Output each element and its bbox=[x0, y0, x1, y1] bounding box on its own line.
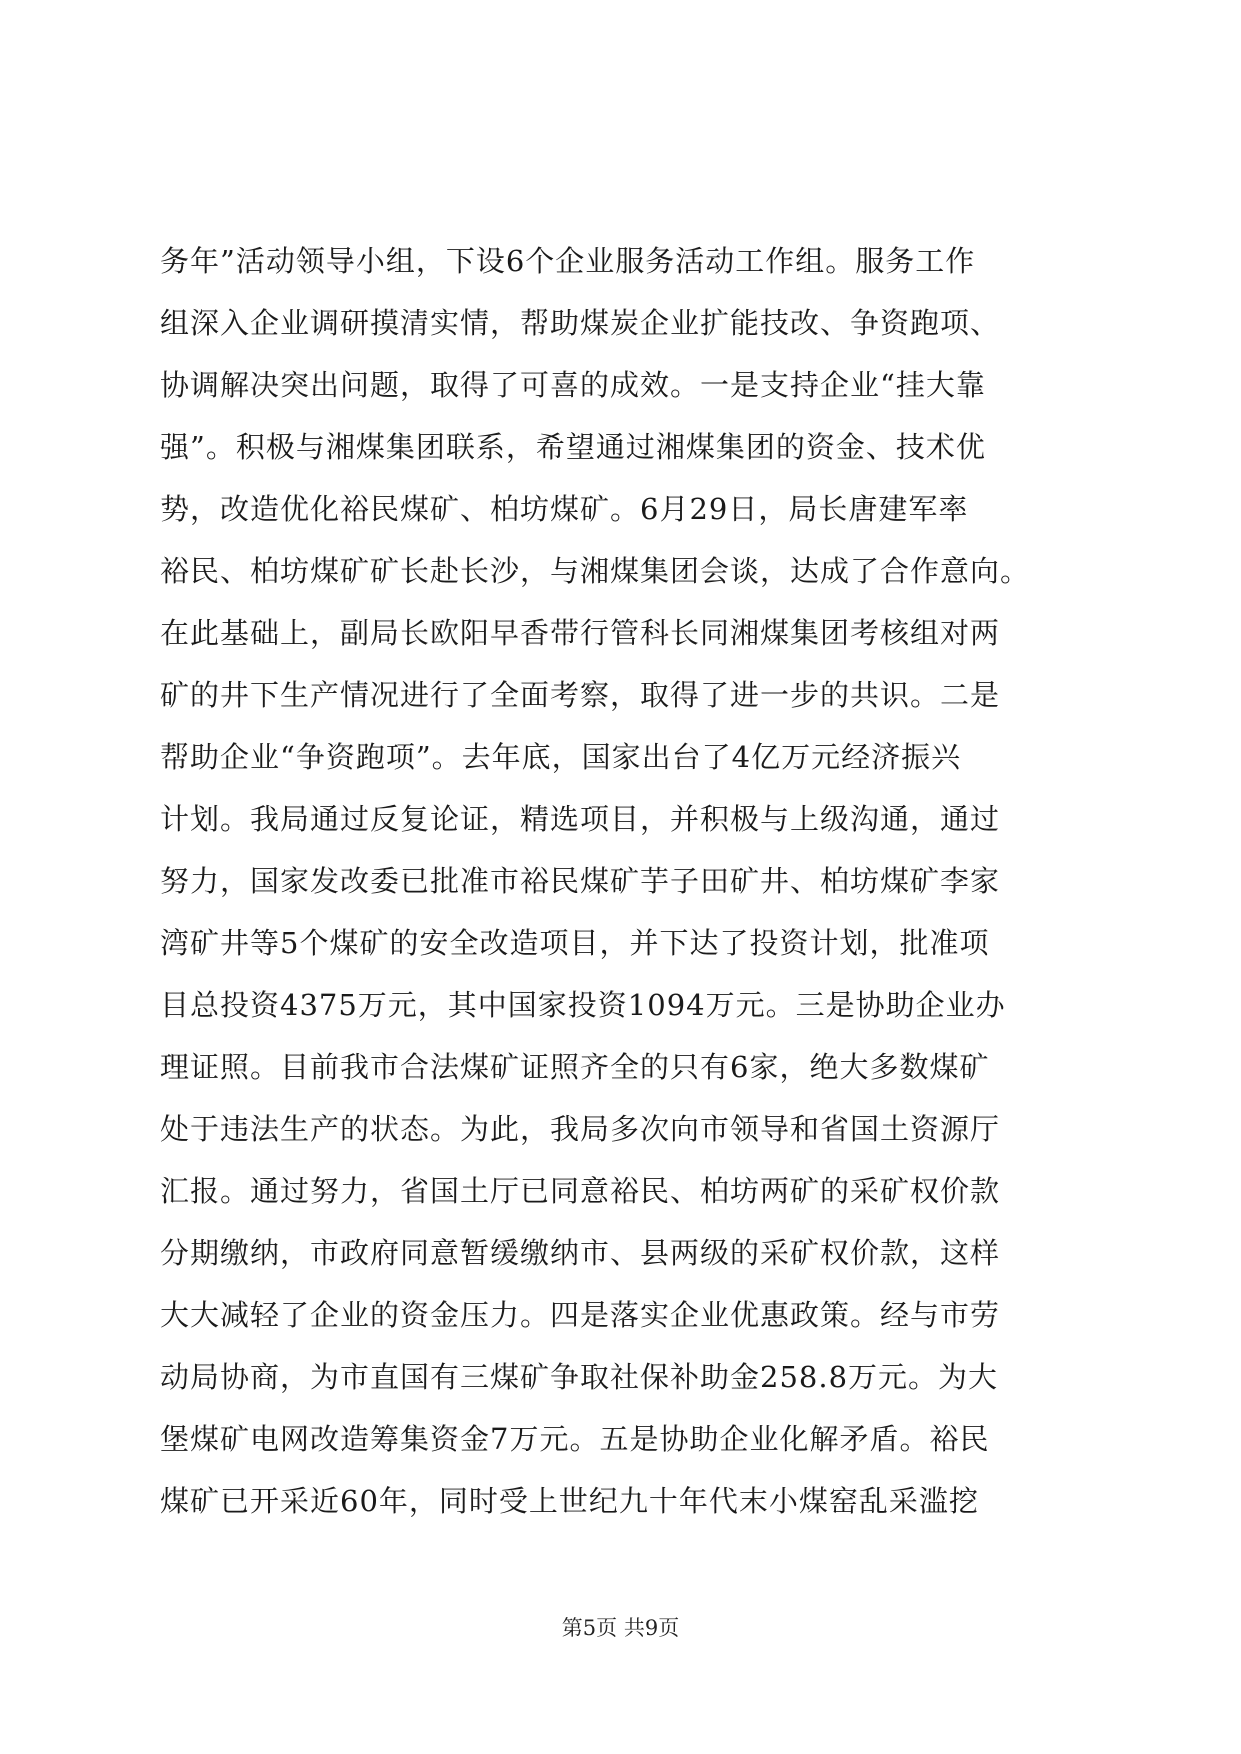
text-line: 强”。积极与湘煤集团联系，希望通过湘煤集团的资金、技术优 bbox=[160, 430, 986, 464]
text-line: 努力，国家发改委已批准市裕民煤矿芋子田矿井、柏坊煤矿李家 bbox=[160, 864, 1001, 898]
body-text bbox=[160, 230, 1100, 1532]
text-line: 汇报。通过努力，省国土厅已同意裕民、柏坊两矿的采矿权价款 bbox=[160, 1174, 1001, 1208]
text-line: 分期缴纳，市政府同意暂缓缴纳市、县两级的采矿权价款，这样 bbox=[160, 1236, 1001, 1270]
text-line: 协调解决突出问题，取得了可喜的成效。一是支持企业“挂大靠 bbox=[160, 368, 986, 402]
page-number-footer: 第5页 共9页 bbox=[561, 1616, 680, 1640]
text-line: 矿的井下生产情况进行了全面考察，取得了进一步的共识。二是 bbox=[160, 678, 1001, 712]
text-line: 组深入企业调研摸清实情，帮助煤炭企业扩能技改、争资跑项、 bbox=[160, 306, 1001, 340]
text-line: 务年”活动领导小组，下设6个企业服务活动工作组。服务工作 bbox=[160, 244, 976, 278]
text-line: 动局协商，为市直国有三煤矿争取社保补助金258.8万元。为大 bbox=[160, 1360, 999, 1394]
text-line: 堡煤矿电网改造筹集资金7万元。五是协助企业化解矛盾。裕民 bbox=[160, 1422, 990, 1456]
text-line: 煤矿已开采近60年，同时受上世纪九十年代末小煤窑乱采滥挖 bbox=[160, 1484, 979, 1518]
text-line: 目总投资4375万元，其中国家投资1094万元。三是协助企业办 bbox=[160, 988, 1006, 1022]
text-line: 计划。我局通过反复论证，精选项目，并积极与上级沟通，通过 bbox=[160, 802, 1001, 836]
text-line: 理证照。目前我市合法煤矿证照齐全的只有6家，绝大多数煤矿 bbox=[160, 1050, 990, 1084]
text-line: 势，改造优化裕民煤矿、柏坊煤矿。6月29日，局长唐建军率 bbox=[160, 492, 969, 526]
text-line: 帮助企业“争资跑项”。去年底，国家出台了4亿万元经济振兴 bbox=[160, 740, 962, 774]
text-line: 在此基础上，副局长欧阳早香带行管科长同湘煤集团考核组对两 bbox=[160, 616, 1001, 650]
text-line: 处于违法生产的状态。为此，我局多次向市领导和省国土资源厅 bbox=[160, 1112, 1001, 1146]
text-line: 裕民、柏坊煤矿矿长赴长沙，与湘煤集团会谈，达成了合作意向。 bbox=[160, 554, 1031, 588]
text-line: 湾矿井等5个煤矿的安全改造项目，并下达了投资计划，批准项 bbox=[160, 926, 990, 960]
text-line: 大大减轻了企业的资金压力。四是落实企业优惠政策。经与市劳 bbox=[160, 1298, 1001, 1332]
